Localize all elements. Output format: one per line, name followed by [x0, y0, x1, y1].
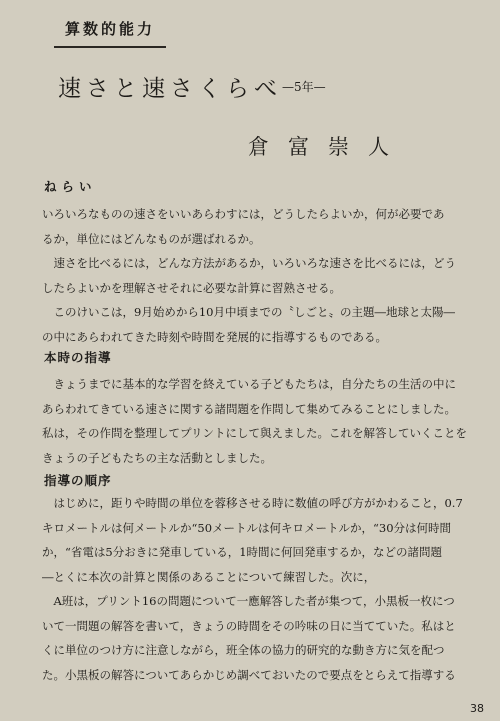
text-line: た。小黒板の解答についてあらかじめ調べておいたので要点をとらえて指導する [42, 667, 456, 682]
text-line: か，“省電は5分おきに発車している，1時間に何回発車するか，などの諸問題 [42, 545, 443, 559]
text-line: ―とくに本次の計算と関係のあることについて練習した。次に， [42, 569, 376, 584]
text-line: したらよいかを理解させそれに必要な計算に習熟させる。 [42, 280, 341, 295]
section-body-order [42, 491, 488, 687]
section-body-this-time [42, 372, 488, 470]
text-line: の中にあらわれてきた時刻や時間を発展的に指導するものである。 [42, 329, 387, 344]
section-heading-order: 指導の順序 [44, 473, 112, 488]
text-line: キロメートルは何メートルか“50メートルは何キロメートルか，“30分は何時間 [42, 520, 452, 535]
text-line: あらわれてきている速さに関する諸問題を作問して集めてみることにしました。 [42, 401, 456, 416]
page-number: 38 [470, 702, 484, 715]
text-line: A班は，プリント16の問題について一應解答した者が集つて，小黒板一枚につ [42, 594, 455, 608]
text-line: 速さを比べるには，どんな方法があるか，いろいろな速さを比べるには，どう [42, 256, 456, 270]
text-line: るか，単位にはどんなものが選ばれるか。 [42, 231, 261, 246]
text-line: きょうの子どもたちの主な活動としました。 [42, 450, 272, 465]
text-line: いろいろなものの速さをいいあらわすには，どうしたらよいか，何が必要であ [42, 207, 445, 221]
section-heading-aim: ねらい [44, 179, 97, 194]
text-line: いて一問題の解答を書いて，きょうの時間をその吟味の日に当てていた。私はと [42, 618, 456, 633]
text-line: 私は，その作問を整理してプリントにして與えました。これを解答していくことを [42, 426, 468, 440]
title-text: 速さと速さくらべ [58, 76, 282, 102]
series-label: 算数的能力 [54, 12, 166, 48]
text-line: くに単位のつけ方に注意しながら，班全体の協力的研究的な動き方に気を配つ [42, 643, 445, 657]
grade-label: —5年— [282, 80, 326, 94]
text-line: はじめに，距りや時間の単位を蓉移させる時に数値の呼び方がかわること，0.7 [42, 496, 463, 510]
author-name: 倉富崇人 [248, 135, 408, 159]
section-body-aim [42, 202, 488, 349]
article-title [58, 73, 326, 103]
section-heading-this-time: 本時の指導 [44, 350, 112, 365]
text-line: きょうまでに基本的な学習を終えている子どもたちは，自分たちの生活の中に [42, 377, 456, 391]
text-line: このけいこは，9月始めから10月中頃までの〝しごと〟の主題―地球と太陽― [42, 305, 455, 319]
